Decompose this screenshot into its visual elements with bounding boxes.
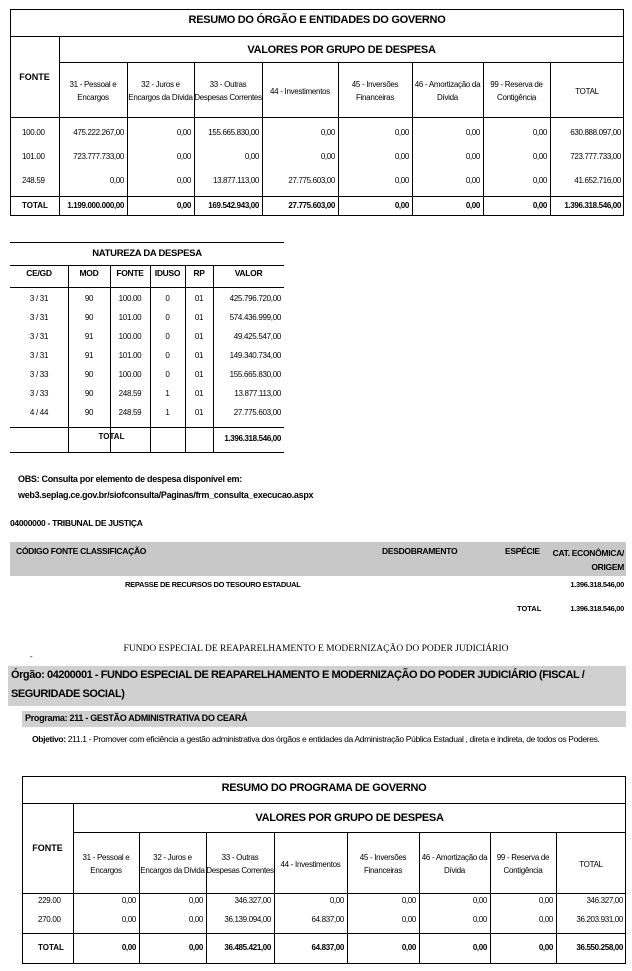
row-value: 64.837,00	[311, 915, 344, 924]
column-header: 46 - Amortização da Dívida	[414, 80, 481, 102]
column-header: 45 - Inversões Financeiras	[351, 80, 399, 102]
tribunal-total-label: TOTAL	[517, 604, 542, 613]
natureza-cell: 101.00	[118, 351, 142, 360]
total-value: 27.775.603,00	[288, 201, 335, 210]
natureza-cell: 90	[84, 313, 94, 322]
total-value: 0,00	[394, 201, 409, 210]
natureza-cell: 90	[84, 294, 94, 303]
row-value: 0,00	[465, 128, 480, 137]
orgao-line1: Órgão: 04200001 - FUNDO ESPECIAL DE REAPARELHAMENTO E MODERNIZAÇÃO DO PODER JUDICIÁRIO (FISCAL /	[11, 669, 585, 681]
row-value: 0,00	[465, 152, 480, 161]
natureza-cell: 574.436.999,00	[229, 313, 281, 322]
column-header: 99 - Reserva de Contigência	[496, 853, 550, 875]
natureza-cell: 01	[194, 332, 204, 341]
natureza-header: RP	[193, 268, 205, 278]
total-value: 0,00	[121, 943, 136, 952]
header-especie: ESPÉCIE	[505, 546, 540, 556]
row-value: 630.888.097,00	[570, 128, 621, 137]
natureza-title: NATUREZA DA DESPESA	[92, 248, 202, 259]
repasse-value: 1.396.318.546,00	[570, 580, 624, 589]
natureza-cell: 100.00	[118, 370, 142, 379]
column-header: TOTAL	[575, 86, 599, 96]
orgao-bar	[8, 666, 626, 706]
natureza-header: IDUSO	[154, 268, 181, 278]
resumo-programa-fonte-label: FONTE	[32, 843, 63, 853]
natureza-cell: 155.665.830,00	[229, 370, 281, 379]
natureza-cell: 3 / 33	[29, 370, 49, 379]
row-value: 0,00	[394, 176, 409, 185]
natureza-cell: 3 / 31	[29, 294, 49, 303]
column-divider	[194, 62, 195, 215]
row-value: 0,00	[176, 128, 191, 137]
natureza-header: VALOR	[234, 268, 263, 278]
column-divider	[338, 62, 339, 215]
row-value: 723.777.733,00	[570, 152, 621, 161]
natureza-cell: 0	[165, 313, 170, 322]
natureza-header: FONTE	[116, 268, 144, 278]
programa-bar	[22, 711, 626, 727]
tribunal-total-value: 1.396.318.546,00	[570, 604, 624, 613]
row-value: 346.327,00	[234, 896, 271, 905]
natureza-cell: 3 / 31	[29, 313, 49, 322]
row-value: 0,00	[320, 128, 335, 137]
column-header: 99 - Reserva de Contigência	[490, 80, 543, 102]
column-divider	[550, 62, 551, 215]
row-value: 36.139.094,00	[224, 915, 271, 924]
natureza-cell: 425.796.720,00	[229, 294, 281, 303]
total-value: 36.550.258,00	[576, 943, 623, 952]
natureza-total-value: 1.396.318.546,00	[224, 434, 281, 443]
natureza-cell: 01	[194, 370, 204, 379]
fundo-dash: -	[30, 652, 33, 661]
row-value: 0,00	[188, 915, 203, 924]
column-header: 46 - Amortização da Dívida	[421, 853, 488, 875]
orgao-line2: SEGURIDADE SOCIAL)	[11, 688, 125, 700]
row-value: 0,00	[121, 896, 136, 905]
programa-text: Programa: 211 - GESTÃO ADMINISTRATIVA DO CEARÁ	[25, 713, 248, 723]
header-codigo: CÓDIGO FONTE CLASSIFICAÇÃO	[16, 546, 147, 556]
row-value: 0,00	[401, 915, 416, 924]
natureza-cell: 1	[165, 389, 170, 398]
natureza-cell: 91	[84, 351, 94, 360]
column-header: 33 - Outras Despesas Correntes	[206, 853, 274, 875]
resumo-programa-title: RESUMO DO PROGRAMA DE GOVERNO	[221, 782, 427, 794]
natureza-cell: 3 / 31	[29, 332, 49, 341]
row-value: 36.203.931,00	[576, 915, 623, 924]
row-value: 0,00	[329, 896, 344, 905]
column-header: 44 - Investimentos	[270, 86, 330, 96]
natureza-cell: 3 / 31	[29, 351, 49, 360]
natureza-bottom-rule	[10, 452, 284, 453]
row-fonte: 248.59	[22, 176, 45, 185]
row-value: 346.327,00	[586, 896, 623, 905]
obs-line1: OBS: Consulta por elemento de despesa disponível em:	[18, 474, 242, 484]
natureza-cell: 100.00	[118, 332, 142, 341]
tribunal-header-bar	[10, 542, 626, 576]
row-value: 0,00	[532, 152, 547, 161]
row-value: 0,00	[176, 176, 191, 185]
column-header: 32 - Juros e Encargos da Dívida	[128, 80, 193, 102]
natureza-cell: 248.59	[118, 389, 142, 398]
natureza-header: MOD	[79, 268, 99, 278]
natureza-cell: 4 / 44	[29, 408, 49, 417]
total-value: 1.396.318.546,00	[564, 201, 621, 210]
natureza-cell: 01	[194, 351, 204, 360]
column-header: TOTAL	[579, 859, 603, 869]
row-value: 0,00	[244, 152, 259, 161]
natureza-cell: 0	[165, 370, 170, 379]
row-fonte: 101.00	[22, 152, 45, 161]
row-value: 0,00	[532, 176, 547, 185]
row-value: 27.775.603,00	[288, 176, 335, 185]
natureza-cell: 13.877.113,00	[234, 389, 281, 398]
column-divider	[483, 62, 484, 215]
column-header: 44 - Investimentos	[280, 859, 341, 869]
natureza-cell: 0	[165, 351, 170, 360]
total-label: TOTAL	[22, 201, 48, 210]
row-fonte: 270.00	[38, 915, 61, 924]
column-header: 32 - Juros e Encargos da Dívida	[140, 853, 205, 875]
row-value: 0,00	[532, 128, 547, 137]
total-value: 0,00	[538, 943, 553, 952]
column-header: 31 - Pessoal e Encargos	[82, 853, 130, 875]
column-header: 33 - Outras Despesas Correntes	[194, 80, 262, 102]
row-value: 0,00	[176, 152, 191, 161]
natureza-cell: 149.340.734,00	[229, 351, 281, 360]
column-divider	[127, 62, 128, 215]
natureza-cell: 01	[194, 408, 204, 417]
row-value: 0,00	[121, 915, 136, 924]
row-value: 0,00	[472, 915, 487, 924]
total-value: 0,00	[176, 201, 191, 210]
natureza-cell: 90	[84, 370, 94, 379]
row-value: 723.777.733,00	[73, 152, 124, 161]
natureza-cell: 1	[165, 408, 170, 417]
natureza-header: CE/GD	[26, 268, 52, 278]
resumo-programa-group-title: VALORES POR GRUPO DE DESPESA	[255, 812, 444, 824]
natureza-cell: 248.59	[118, 408, 142, 417]
column-header: 31 - Pessoal e Encargos	[69, 80, 117, 102]
objetivo-label: Objetivo:	[32, 734, 66, 744]
total-value: 1.199.000.000,00	[67, 201, 124, 210]
natureza-cell: 90	[84, 389, 94, 398]
total-value: 0,00	[465, 201, 480, 210]
objetivo	[32, 734, 600, 744]
total-value: 0,00	[188, 943, 203, 952]
total-value: 169.542.943,00	[208, 201, 259, 210]
row-value: 41.652.716,00	[574, 176, 621, 185]
tribunal-title: 04000000 - TRIBUNAL DE JUSTIÇA	[10, 518, 143, 528]
natureza-cell: 90	[84, 408, 94, 417]
total-value: 0,00	[532, 201, 547, 210]
row-value: 0,00	[538, 915, 553, 924]
column-header: 45 - Inversões Financeiras	[359, 853, 407, 875]
row-value: 0,00	[109, 176, 124, 185]
natureza-cell: 01	[194, 389, 204, 398]
natureza-header-rule	[10, 287, 284, 288]
repasse-label: REPASSE DE RECURSOS DO TESOURO ESTADUAL	[125, 580, 301, 589]
natureza-cell: 91	[84, 332, 94, 341]
resumo-orgao-title: RESUMO DO ÓRGÃO E ENTIDADES DO GOVERNO	[188, 14, 446, 26]
natureza-total-rule	[10, 427, 284, 428]
total-value: 0,00	[472, 943, 487, 952]
total-label: TOTAL	[38, 943, 64, 952]
row-value: 0,00	[401, 896, 416, 905]
natureza-total-label: TOTAL	[98, 432, 125, 441]
natureza-cell: 01	[194, 313, 204, 322]
obs-link[interactable]: web3.seplag.ce.gov.br/siofconsulta/Paginas/frm_consulta_execucao.aspx	[18, 490, 314, 500]
resumo-orgao-fonte-label: FONTE	[19, 72, 50, 82]
total-value: 0,00	[401, 943, 416, 952]
row-value: 0,00	[320, 152, 335, 161]
total-value: 64.837,00	[311, 943, 344, 952]
row-value: 13.877.113,00	[212, 176, 259, 185]
natureza-cell: 0	[165, 294, 170, 303]
natureza-cell: 49.425.547,00	[233, 332, 281, 341]
objetivo-text: 211.1 - Promover com eficiência a gestão administrativa dos órgãos e entidades da Administração Pública Estadual , direta e indireta, de todos os Poderes.	[67, 734, 600, 744]
row-value: 155.665.830,00	[208, 128, 259, 137]
row-value: 0,00	[394, 128, 409, 137]
column-divider	[262, 62, 263, 215]
header-cat-economica: CAT. ECONÔMICA/ ORIGEM	[552, 548, 624, 572]
natureza-cell: 100.00	[118, 294, 142, 303]
row-value: 0,00	[538, 896, 553, 905]
fundo-heading: FUNDO ESPECIAL DE REAPARELHAMENTO E MODERNIZAÇÃO DO PODER JUDICIÁRIO	[123, 644, 509, 654]
resumo-orgao-group-title: VALORES POR GRUPO DE DESPESA	[247, 44, 436, 56]
header-desdobramento: DESDOBRAMENTO	[382, 546, 458, 556]
row-value: 0,00	[465, 176, 480, 185]
row-fonte: 100.00	[22, 128, 45, 137]
natureza-cell: 01	[194, 294, 204, 303]
row-value: 0,00	[188, 896, 203, 905]
row-value: 0,00	[394, 152, 409, 161]
natureza-cell: 27.775.603,00	[233, 408, 281, 417]
row-value: 475.222.267,00	[73, 128, 124, 137]
total-value: 36.485.421,00	[224, 943, 271, 952]
natureza-cell: 101.00	[118, 313, 142, 322]
column-divider	[412, 62, 413, 215]
row-value: 0,00	[472, 896, 487, 905]
natureza-cell: 0	[165, 332, 170, 341]
row-fonte: 229.00	[38, 896, 61, 905]
natureza-cell: 3 / 33	[29, 389, 49, 398]
